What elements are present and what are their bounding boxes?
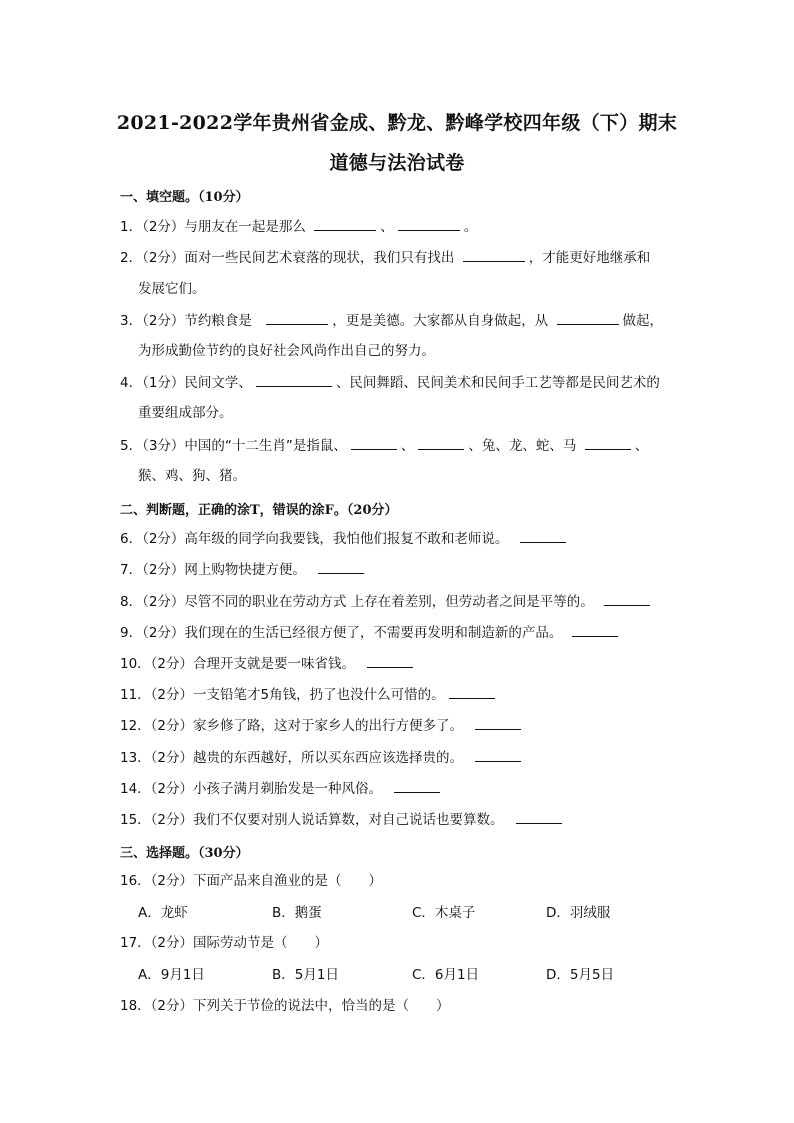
answer-blank[interactable]	[318, 559, 364, 574]
question-3-text: 3．（2分）节约粮食是	[120, 313, 252, 329]
question-3-text-cont: ，更是美德。大家都从自身做起，从	[332, 313, 549, 329]
answer-blank[interactable]	[557, 310, 619, 325]
question-17: 17．（2分）国际劳动节是（ ）	[120, 935, 329, 951]
answer-blank[interactable]	[475, 747, 521, 762]
answer-blank[interactable]	[604, 591, 650, 606]
question-5-line2: 猴、鸡、狗、猪。	[138, 468, 246, 484]
question-2	[120, 247, 650, 268]
answer-blank[interactable]	[516, 809, 562, 824]
question-10	[120, 653, 417, 674]
answer-blank[interactable]	[463, 247, 525, 262]
question-13-text: 13．（2分）越贵的东西越好，所以买东西应该选择贵的。	[120, 750, 464, 766]
question-14	[120, 778, 444, 799]
question-5-text: 5．（3分）中国的“十二生肖”是指鼠、	[120, 438, 347, 454]
question-5	[120, 435, 648, 456]
option-d[interactable]: D．5月5日	[546, 967, 615, 983]
answer-blank[interactable]	[256, 372, 332, 387]
question-7	[120, 559, 368, 580]
question-4-text: 4．（1分）民间文学、	[120, 375, 252, 391]
option-b[interactable]: B．5月1日	[272, 967, 339, 983]
question-9	[120, 622, 622, 643]
answer-blank[interactable]	[475, 715, 521, 730]
answer-blank[interactable]	[314, 216, 376, 231]
question-10-text: 10．（2分）合理开支就是要一味省钱。	[120, 656, 356, 672]
answer-blank[interactable]	[394, 778, 440, 793]
option-c[interactable]: C．木桌子	[412, 905, 476, 921]
question-8-text: 8．（2分）尽管不同的职业在劳动方式 上存在着差别，但劳动者之间是平等的。	[120, 594, 594, 610]
question-2-line2: 发展它们。	[138, 281, 206, 297]
option-c[interactable]: C．6月1日	[412, 967, 480, 983]
section-multiple-choice: 三、选择题。（30分）	[120, 846, 249, 861]
question-18: 18．（2分）下列关于节俭的说法中，恰当的是（ ）	[120, 998, 450, 1014]
question-4-line2: 重要组成部分。	[138, 405, 233, 421]
question-7-text: 7．（2分）网上购物快捷方便。	[120, 562, 306, 578]
question-15-text: 15．（2分）我们不仅要对别人说话算数，对自己说话也要算数。	[120, 812, 504, 828]
answer-blank[interactable]	[449, 684, 495, 699]
option-d[interactable]: D．羽绒服	[546, 905, 611, 921]
section-true-false: 二、判断题，正确的涂T，错误的涂F。（20分）	[120, 503, 398, 518]
question-12	[120, 715, 525, 736]
answer-blank[interactable]	[418, 435, 464, 450]
question-1-end: 。	[463, 219, 478, 235]
question-1	[120, 216, 477, 237]
question-14-text: 14．（2分）小孩子满月剃胎发是一种风俗。	[120, 781, 383, 797]
question-8	[120, 591, 654, 612]
question-2-text: 2．（2分）面对一些民间艺术衰落的现状，我们只有找出	[120, 250, 455, 266]
option-b[interactable]: B．鹅蛋	[272, 905, 322, 921]
answer-blank[interactable]	[266, 310, 328, 325]
question-5-sep2: 、	[634, 438, 649, 454]
question-12-text: 12．（2分）家乡修了路，这对于家乡人的出行方便多了。	[120, 718, 464, 734]
question-5-text-cont: 、兔、龙、蛇、马	[468, 438, 577, 454]
question-4	[120, 372, 660, 393]
exam-title-line1: 2021-2022学年贵州省金成、黔龙、黔峰学校四年级（下）期末	[116, 112, 678, 134]
exam-title-line2: 道德与法治试卷	[329, 152, 465, 174]
question-6	[120, 528, 570, 549]
question-11-text: 11．（2分）一支铅笔才5角钱，扔了也没什么可惜的。	[120, 687, 445, 703]
question-5-sep: 、	[400, 438, 415, 454]
option-a[interactable]: A．龙虾	[138, 905, 188, 921]
section-fill-in: 一、填空题。（10分）	[120, 190, 249, 205]
question-15	[120, 809, 566, 830]
question-3	[120, 310, 663, 331]
answer-blank[interactable]	[367, 653, 413, 668]
answer-blank[interactable]	[351, 435, 397, 450]
answer-blank[interactable]	[398, 216, 460, 231]
question-1-text: 1．（2分）与朋友在一起是那么	[120, 219, 306, 235]
answer-blank[interactable]	[572, 622, 618, 637]
question-6-text: 6．（2分）高年级的同学向我要钱，我怕他们报复不敢和老师说。	[120, 531, 509, 547]
question-11	[120, 684, 499, 705]
question-1-sep: 、	[380, 219, 394, 235]
question-13	[120, 747, 525, 768]
question-3-text-end: 做起，	[622, 313, 664, 329]
question-16: 16．（2分）下面产品来自渔业的是（ ）	[120, 873, 383, 889]
question-3-line2: 为形成勤俭节约的良好社会风尚作出自己的努力。	[138, 343, 435, 359]
answer-blank[interactable]	[585, 435, 631, 450]
answer-blank[interactable]	[520, 528, 566, 543]
question-9-text: 9．（2分）我们现在的生活已经很方便了，不需要再发明和制造新的产品。	[120, 625, 563, 641]
question-4-text-cont: 、民间舞蹈、民间美术和民间手工艺等都是民间艺术的	[335, 375, 660, 391]
option-a[interactable]: A．9月1日	[138, 967, 205, 983]
question-2-text-cont: ，才能更好地继承和	[528, 250, 651, 266]
